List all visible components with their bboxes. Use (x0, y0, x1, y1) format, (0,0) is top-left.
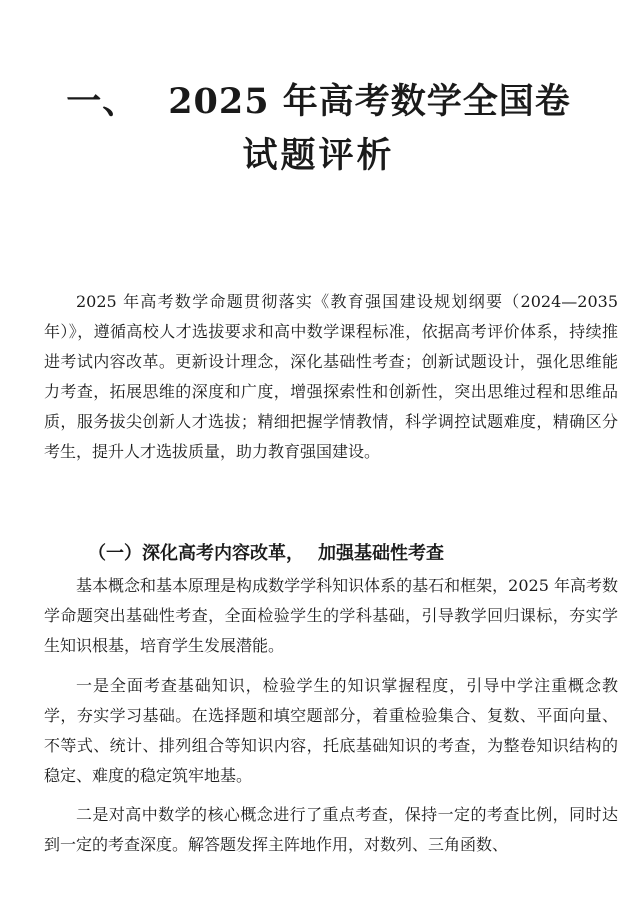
body-paragraph: 二是对高中数学的核心概念进行了重点考查，保持一定的考查比例，同时达到一定的考查深度。解答题发挥主阵地作用，对数列、三角函数、 (44, 805, 618, 854)
body-paragraph: 一是全面考查基础知识，检验学生的知识掌握程度，引导中学注重概念教学，夯实学习基础。在选择题和填空题部分，着重检验集合、复数、平面向量、不等式、统计、排列组合等知识内容，托底基础知识的考查，为整卷知识结构的稳定、难度的稳定筑牢地基。 (44, 676, 618, 785)
chapter-title-line2: 试题评析 (242, 135, 395, 176)
section-heading (88, 540, 444, 568)
section-heading-part1: （一）深化高考内容改革， (88, 543, 304, 564)
body-paragraph: 基本概念和基本原理是构成数学学科知识体系的基石和框架，2025 年高考数学命题突出基础性考查，全面检验学生的学科基础，引导教学回归课标，夯实学生知识根基，培育学生发展潜能。 (44, 576, 618, 655)
chapter-title-line1 (0, 80, 637, 124)
chapter-number: 一、 (66, 81, 139, 122)
chapter-title-text: 2025 年高考数学全国卷 (168, 81, 571, 122)
intro-paragraph: 2025 年高考数学命题贯彻落实《教育强国建设规划纲要（2024—2035 年）》，遵循高校人才选拔要求和高中数学课程标准，依据高考评价体系，持续推进考试内容改革。更新设计理念，深化基础性考查；创新试题设计，强化思维能力考查，拓展思维的深度和广度，增强探索性和创新性，突出思维过程和思维品质，服务拔尖创新人才选拔；精细把握学情教情，科学调控试题难度，精确区分考生，提升人才选拔质量，助力教育强国建设。 (44, 292, 618, 461)
section-heading-part2: 加强基础性考查 (318, 543, 444, 564)
